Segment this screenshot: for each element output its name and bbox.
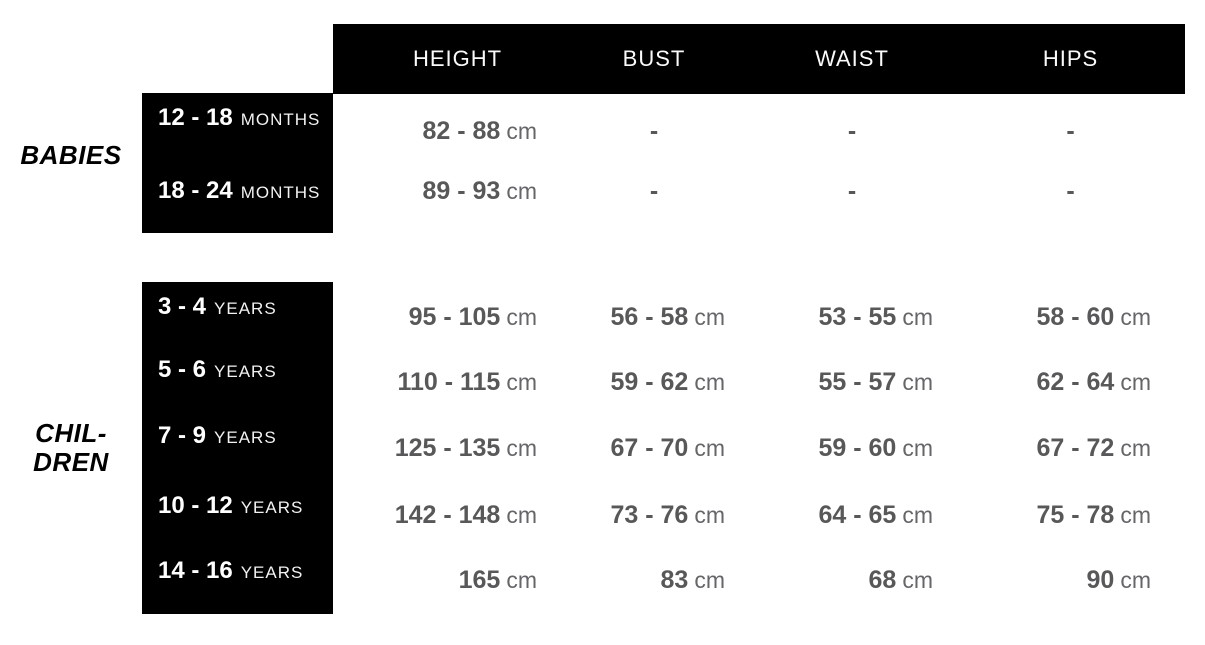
unit: cm	[1120, 435, 1151, 461]
bust-cell	[560, 302, 748, 336]
table-row	[333, 367, 1185, 397]
waist-cell	[748, 500, 956, 534]
value: 82 - 88	[422, 117, 501, 145]
column-header-hips: HIPS	[1042, 46, 1099, 71]
size-label-12-18-months	[158, 103, 320, 133]
unit: cm	[506, 435, 537, 461]
column-header-height: HEIGHT	[412, 46, 503, 71]
value: -	[649, 117, 659, 145]
unit: cm	[694, 435, 725, 461]
size-unit: YEARS	[240, 498, 304, 517]
bust-cell	[560, 176, 748, 210]
waist-cell	[748, 565, 956, 599]
size-range: 12 - 18	[158, 104, 233, 131]
value: 64 - 65	[818, 501, 897, 529]
value: 59 - 60	[818, 434, 897, 462]
hips-cell	[956, 367, 1185, 401]
value: 73 - 76	[610, 501, 689, 529]
section-label-line: BABIES	[20, 140, 122, 170]
height-cell	[333, 302, 560, 336]
table-row	[333, 500, 1185, 530]
table-row	[333, 116, 1185, 146]
height-cell	[333, 565, 560, 599]
value: 165	[458, 566, 501, 594]
value: 67 - 72	[1036, 434, 1115, 462]
value: 75 - 78	[1036, 501, 1115, 529]
unit: cm	[506, 502, 537, 528]
height-cell	[333, 500, 560, 534]
size-range: 3 - 4	[158, 293, 207, 320]
value: -	[1066, 177, 1075, 205]
unit: cm	[694, 567, 725, 593]
value: 59 - 62	[610, 368, 689, 396]
section-label-line: CHIL-	[35, 418, 107, 448]
size-range: 14 - 16	[158, 557, 233, 584]
value: 110 - 115	[397, 368, 501, 396]
hips-cell	[956, 176, 1185, 210]
unit: cm	[902, 502, 933, 528]
bust-cell	[560, 433, 748, 467]
bust-cell	[560, 367, 748, 401]
unit: cm	[506, 304, 537, 330]
value: 90	[1086, 566, 1115, 594]
value: 62 - 64	[1036, 368, 1115, 396]
unit: cm	[1120, 304, 1151, 330]
section-label-children	[8, 419, 134, 477]
hips-cell	[956, 116, 1185, 150]
unit: cm	[1120, 567, 1151, 593]
size-unit: MONTHS	[240, 183, 321, 202]
column-header-waist: WAIST	[815, 46, 889, 71]
size-label-14-16-years	[158, 556, 303, 586]
size-unit: MONTHS	[240, 110, 321, 129]
unit: cm	[902, 435, 933, 461]
height-cell	[333, 116, 560, 150]
table-header	[333, 24, 1185, 94]
bust-cell	[560, 116, 748, 150]
value: 68	[868, 566, 897, 594]
size-unit: YEARS	[214, 428, 277, 447]
value: 95 - 105	[408, 303, 501, 331]
section-label-line: DREN	[33, 447, 109, 477]
hips-cell	[956, 500, 1185, 534]
value: 58 - 60	[1036, 303, 1115, 331]
bust-cell	[560, 565, 748, 599]
unit: cm	[506, 178, 537, 204]
value: 125 - 135	[394, 434, 501, 462]
size-label-3-4-years	[158, 292, 277, 322]
waist-cell	[748, 433, 956, 467]
bust-cell	[560, 500, 748, 534]
size-range: 10 - 12	[158, 492, 233, 519]
value: -	[649, 177, 659, 205]
section-label-babies	[8, 141, 134, 170]
size-unit: YEARS	[214, 362, 277, 381]
value: 56 - 58	[610, 303, 689, 331]
size-range: 7 - 9	[158, 422, 207, 449]
size-range: 18 - 24	[158, 177, 233, 204]
value: 55 - 57	[818, 368, 897, 396]
table-row	[333, 565, 1185, 595]
hips-cell	[956, 302, 1185, 336]
value: -	[847, 117, 857, 145]
value: 83	[660, 566, 689, 594]
unit: cm	[506, 369, 537, 395]
hips-cell	[956, 433, 1185, 467]
unit: cm	[902, 567, 933, 593]
size-label-7-9-years	[158, 421, 277, 451]
height-cell	[333, 433, 560, 467]
unit: cm	[902, 304, 933, 330]
unit: cm	[694, 369, 725, 395]
value: -	[847, 177, 857, 205]
unit: cm	[902, 369, 933, 395]
unit: cm	[506, 567, 537, 593]
waist-cell	[748, 176, 956, 210]
height-cell	[333, 176, 560, 210]
value: -	[1066, 117, 1075, 145]
size-label-5-6-years	[158, 355, 277, 385]
table-row	[333, 302, 1185, 332]
value: 53 - 55	[818, 303, 897, 331]
waist-cell	[748, 116, 956, 150]
unit: cm	[694, 304, 725, 330]
unit: cm	[506, 118, 537, 144]
size-label-18-24-months	[158, 176, 320, 206]
value: 89 - 93	[422, 177, 501, 205]
size-label-10-12-years	[158, 491, 303, 521]
table-row	[333, 433, 1185, 463]
size-unit: YEARS	[214, 299, 277, 318]
value: 67 - 70	[610, 434, 689, 462]
size-unit: YEARS	[240, 563, 304, 582]
table-row	[333, 176, 1185, 206]
column-header-bust: BUST	[622, 46, 686, 71]
unit: cm	[1120, 502, 1151, 528]
hips-cell	[956, 565, 1185, 599]
unit: cm	[694, 502, 725, 528]
waist-cell	[748, 302, 956, 336]
size-range: 5 - 6	[158, 356, 207, 383]
height-cell	[333, 367, 560, 401]
waist-cell	[748, 367, 956, 401]
value: 142 - 148	[394, 501, 501, 529]
unit: cm	[1120, 369, 1151, 395]
